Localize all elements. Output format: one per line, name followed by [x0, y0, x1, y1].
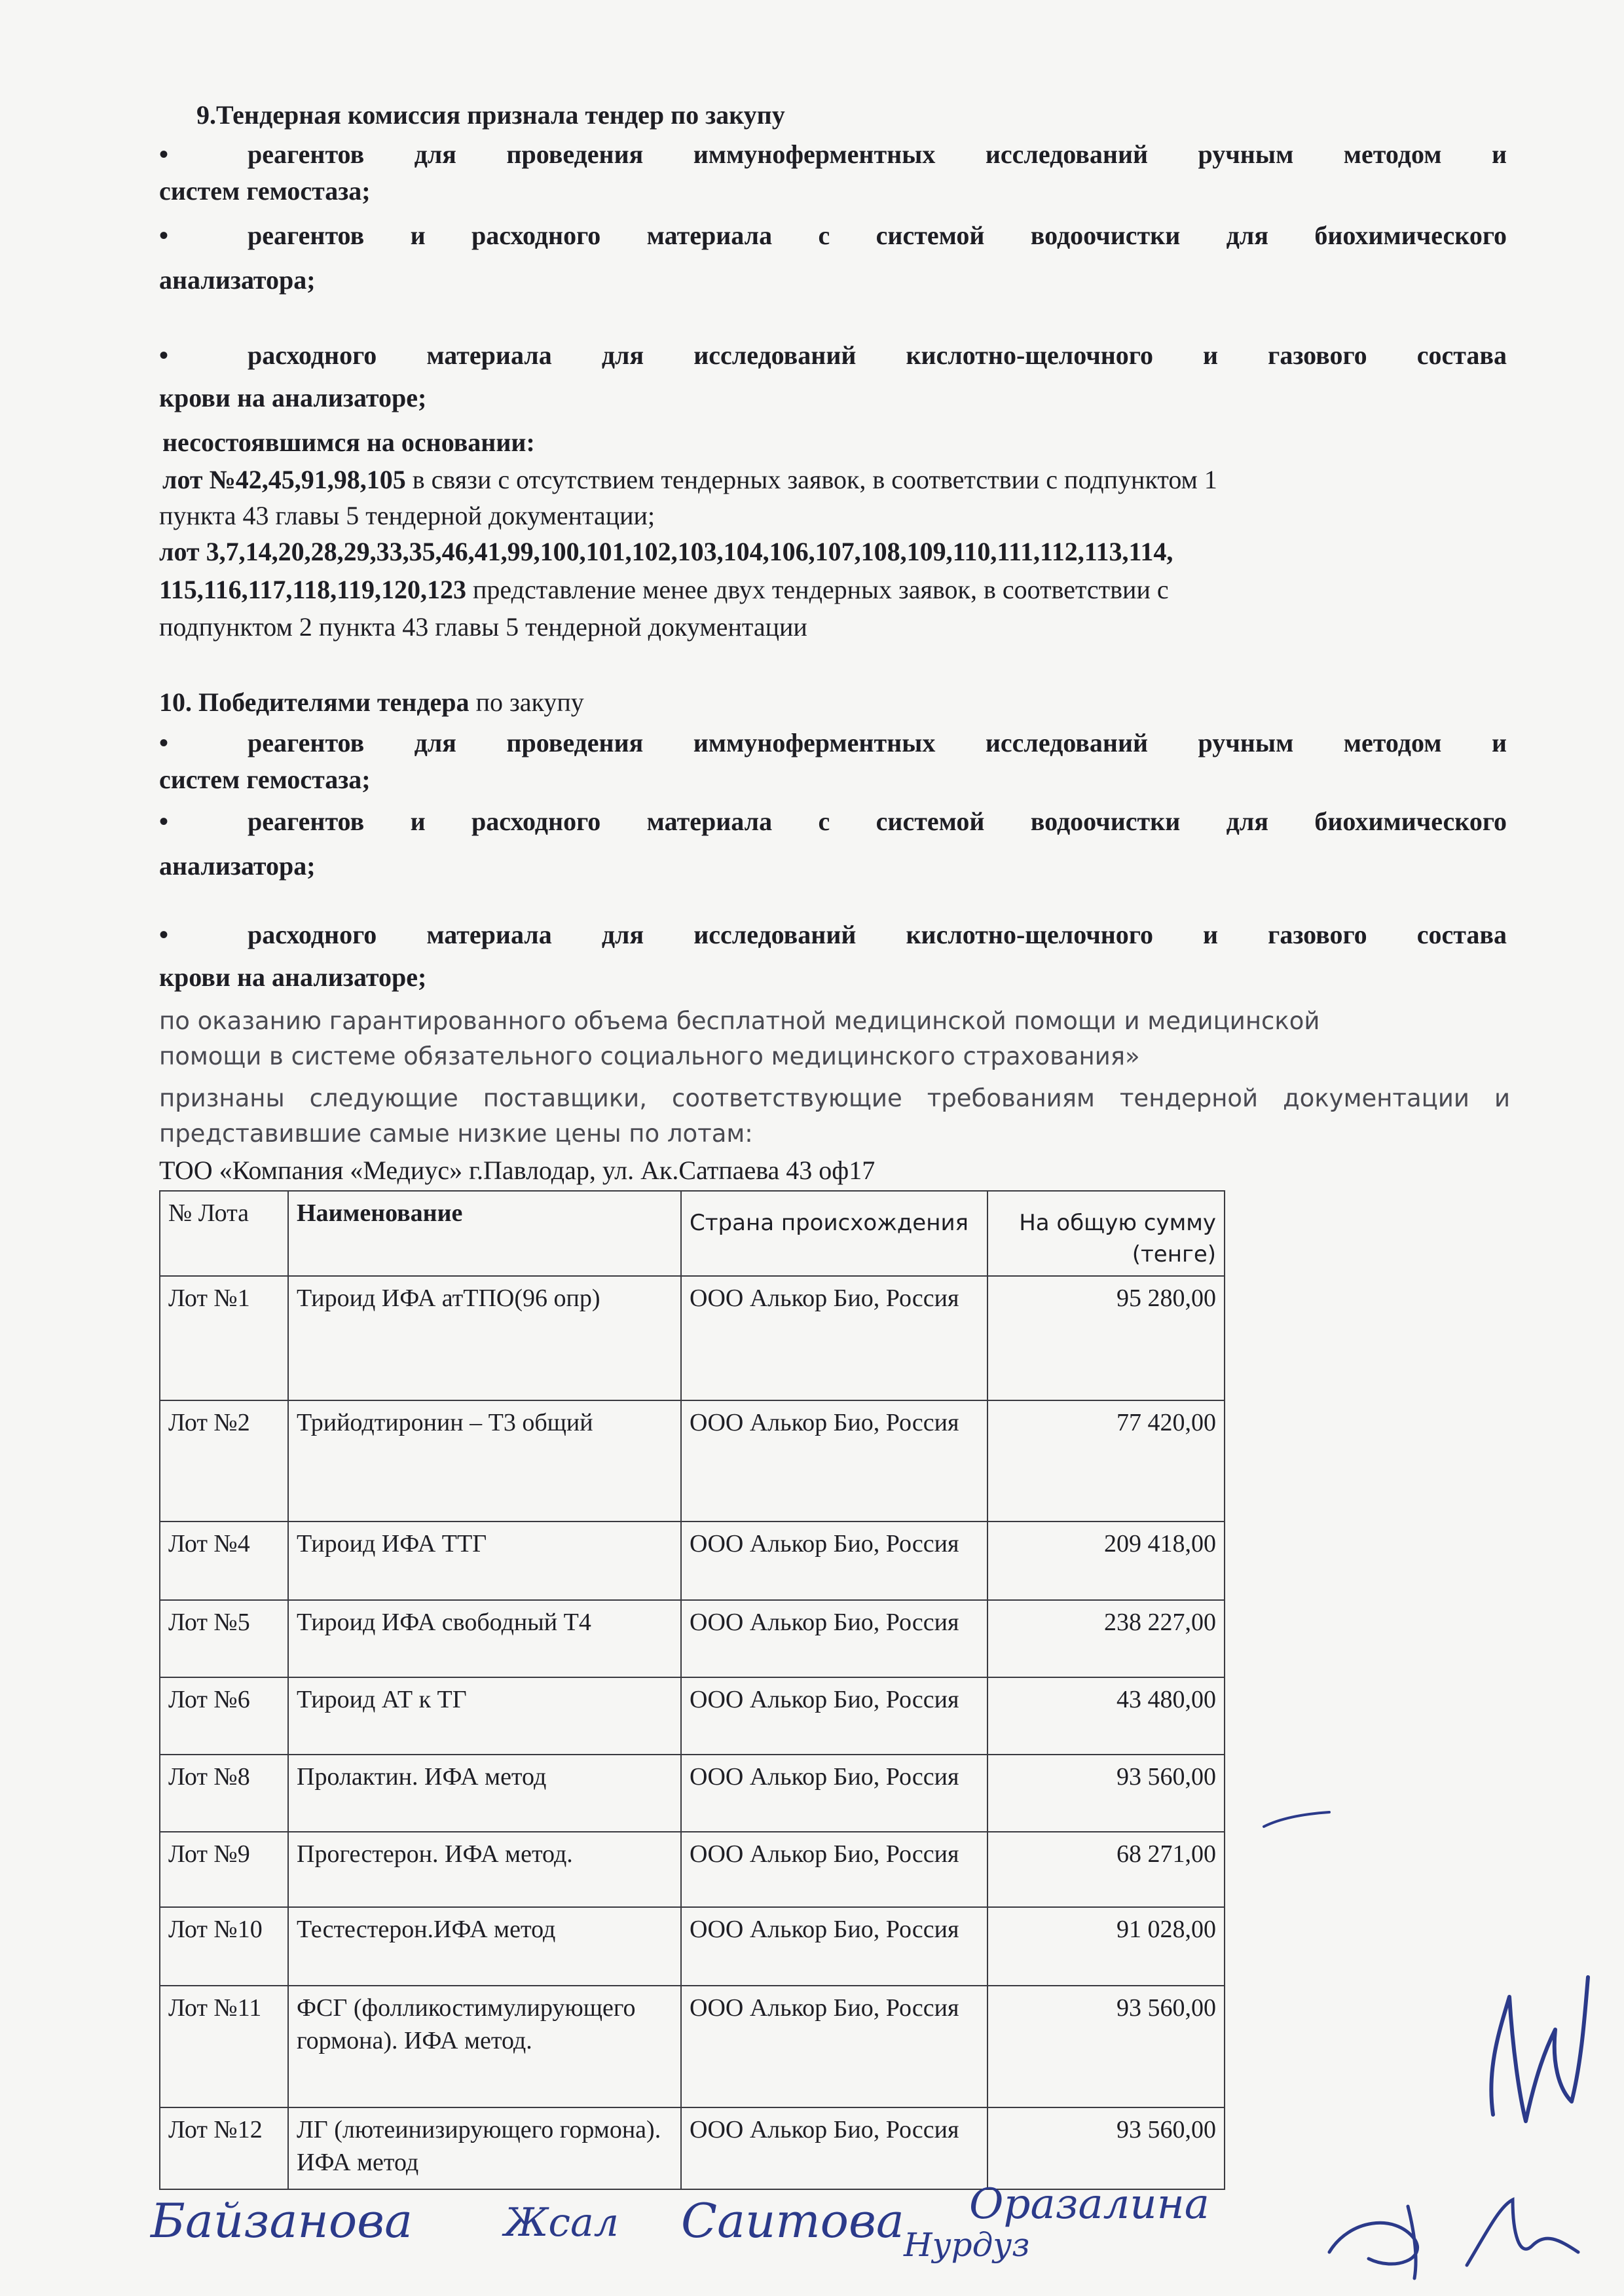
cell-name: Тестестерон.ИФА метод: [288, 1907, 681, 1986]
cell-lot: Лот №5: [160, 1600, 288, 1677]
cell-country: ООО Алькор Био, Россия: [681, 2107, 987, 2189]
s10-bullet-3-line-2: крови на анализаторе;: [159, 962, 427, 992]
signature-3: Саитова: [681, 2193, 904, 2248]
bullet-glyph: •: [159, 340, 169, 370]
header-name: Наименование: [288, 1191, 681, 1276]
cell-lot: Лот №9: [160, 1832, 288, 1907]
cell-name: ЛГ (лютеинизирующего гормона). ИФА метод: [288, 2107, 681, 2189]
section-9-heading: 9.Тендерная комиссия признала тендер по закупу: [196, 100, 785, 130]
s9-bullet-3-line-2: крови на анализаторе;: [159, 383, 427, 412]
lots-table: [159, 1190, 1225, 2190]
table-row: [160, 1400, 1225, 1522]
cell-country: ООО Алькор Био, Россия: [681, 1600, 987, 1677]
cell-lot: Лот №11: [160, 1986, 288, 2107]
cell-country: ООО Алькор Био, Россия: [681, 1677, 987, 1755]
signature-scribble-bottom-right: [1316, 2180, 1604, 2285]
table-row: [160, 1522, 1225, 1600]
s10-bullet-1-line-1: реагентов для проведения иммуноферментных исследований ручным методом и: [248, 728, 1507, 757]
s9-bullet-1-line-2: систем гемостаза;: [159, 176, 371, 206]
table-header-row: [160, 1191, 1225, 1276]
s9-bullet-3-line-1: расходного материала для исследований кислотно-щелочного и газового состава: [248, 340, 1507, 370]
signature-4: Нурдуз: [904, 2226, 1030, 2264]
cell-name: Прогестерон. ИФА метод.: [288, 1832, 681, 1907]
cell-sum: 209 418,00: [987, 1522, 1225, 1600]
lot-group-2-line-3: подпунктом 2 пункта 43 главы 5 тендерной документации: [159, 612, 807, 642]
cell-lot: Лот №6: [160, 1677, 288, 1755]
lot-group-2-numbers: 115,116,117,118,119,120,123: [159, 575, 466, 604]
bullet-glyph: •: [159, 728, 169, 757]
lot-group-1-line-2: пункта 43 главы 5 тендерной документации;: [159, 501, 655, 530]
lot-group-2-reason: представление менее двух тендерных заявок, в соответствии с: [466, 575, 1169, 604]
cell-sum: 238 227,00: [987, 1600, 1225, 1677]
signature-5: Оразалина: [969, 2180, 1209, 2229]
section-10-heading-bold: 10. Победителями тендера: [159, 687, 470, 717]
cell-name: Тироид ИФА ТТГ: [288, 1522, 681, 1600]
cell-sum: 91 028,00: [987, 1907, 1225, 1986]
cell-lot: Лот №8: [160, 1755, 288, 1832]
header-sum: На общую сумму (тенге): [987, 1191, 1225, 1276]
section-10-heading-rest: по закупу: [469, 687, 584, 717]
cell-country: ООО Алькор Био, Россия: [681, 1986, 987, 2107]
cell-lot: Лот №2: [160, 1400, 288, 1522]
cell-sum: 93 560,00: [987, 1755, 1225, 1832]
pen-mark: [1257, 1807, 1336, 1833]
lot-group-1-line-1: [162, 462, 1217, 498]
cell-country: ООО Алькор Био, Россия: [681, 1832, 987, 1907]
bullet-glyph: •: [159, 139, 169, 169]
lot-group-1-reason: в связи с отсутствием тендерных заявок, в соответствии с подпунктом 1: [405, 465, 1217, 494]
s10-bullet-2-line-2: анализатора;: [159, 851, 316, 881]
cell-sum: 77 420,00: [987, 1400, 1225, 1522]
paragraph-2-line-1: признаны следующие поставщики, соответствующие требованиям тендерной документации и: [159, 1084, 1510, 1112]
cell-country: ООО Алькор Био, Россия: [681, 1522, 987, 1600]
s10-bullet-2-line-1: реагентов и расходного материала с системой водоочистки для биохимического: [248, 807, 1507, 836]
paragraph-1-line-1: по оказанию гарантированного объема бесплатной медицинской помощи и медицинской: [159, 1007, 1320, 1035]
table-row: [160, 1832, 1225, 1907]
signature-1: Байзанова: [151, 2193, 413, 2248]
bullet-glyph: •: [159, 221, 169, 250]
cell-sum: 68 271,00: [987, 1832, 1225, 1907]
cell-name: Тироид АТ к ТГ: [288, 1677, 681, 1755]
cell-sum: 93 560,00: [987, 2107, 1225, 2189]
cell-name: Трийодтиронин – Т3 общий: [288, 1400, 681, 1522]
signature-2: Жсал: [504, 2200, 619, 2246]
cell-sum: 95 280,00: [987, 1276, 1225, 1400]
table-row: [160, 1986, 1225, 2107]
cell-lot: Лот №10: [160, 1907, 288, 1986]
paragraph-2-line-2: представившие самые низкие цены по лотам:: [159, 1120, 753, 1148]
table-row: [160, 1755, 1225, 1832]
cell-sum: 43 480,00: [987, 1677, 1225, 1755]
lot-group-1-numbers: лот №42,45,91,98,105: [162, 465, 406, 494]
s9-bullet-2-line-2: анализатора;: [159, 265, 316, 295]
table-row: [160, 1907, 1225, 1986]
supplier-name: ТОО «Компания «Медиус» г.Павлодар, ул. Ак.Сатпаева 43 оф17: [159, 1156, 876, 1185]
s10-bullet-3-line-1: расходного материала для исследований кислотно-щелочного и газового состава: [248, 920, 1507, 949]
cell-lot: Лот №4: [160, 1522, 288, 1600]
cell-country: ООО Алькор Био, Россия: [681, 1755, 987, 1832]
cell-lot: Лот №1: [160, 1276, 288, 1400]
table-row: [160, 1677, 1225, 1755]
table-row: [160, 1276, 1225, 1400]
s10-bullet-1-line-2: систем гемостаза;: [159, 765, 371, 794]
cell-sum: 93 560,00: [987, 1986, 1225, 2107]
s9-bullet-1-line-1: реагентов для проведения иммуноферментных исследований ручным методом и: [248, 139, 1507, 169]
header-country: Страна происхождения: [681, 1191, 987, 1276]
s9-bullet-2-line-1: реагентов и расходного материала с системой водоочистки для биохимического: [248, 221, 1507, 250]
bullet-glyph: •: [159, 920, 169, 949]
cell-country: ООО Алькор Био, Россия: [681, 1276, 987, 1400]
table-row: [160, 1600, 1225, 1677]
cell-name: Пролактин. ИФА метод: [288, 1755, 681, 1832]
header-lot: № Лота: [160, 1191, 288, 1276]
signature-scribble-right: [1473, 1951, 1604, 2160]
cell-name: ФСГ (фолликостимулирующего гормона). ИФА метод.: [288, 1986, 681, 2107]
cell-country: ООО Алькор Био, Россия: [681, 1907, 987, 1986]
cell-name: Тироид ИФА свободный Т4: [288, 1600, 681, 1677]
table-row: [160, 2107, 1225, 2189]
cell-name: Тироид ИФА атТПО(96 опр): [288, 1276, 681, 1400]
bullet-glyph: •: [159, 807, 169, 836]
cell-country: ООО Алькор Био, Россия: [681, 1400, 987, 1522]
cell-lot: Лот №12: [160, 2107, 288, 2189]
paragraph-1-line-2: помощи в системе обязательного социального медицинского страхования»: [159, 1042, 1140, 1070]
lot-group-2-line-2: [159, 572, 1169, 608]
lot-group-2-line-1: лот 3,7,14,20,28,29,33,35,46,41,99,100,101,102,103,104,106,107,108,109,110,111,112,113,114,: [159, 537, 1173, 566]
section-10-heading: [159, 684, 584, 721]
failed-label: несостоявшимся на основании:: [162, 428, 535, 457]
